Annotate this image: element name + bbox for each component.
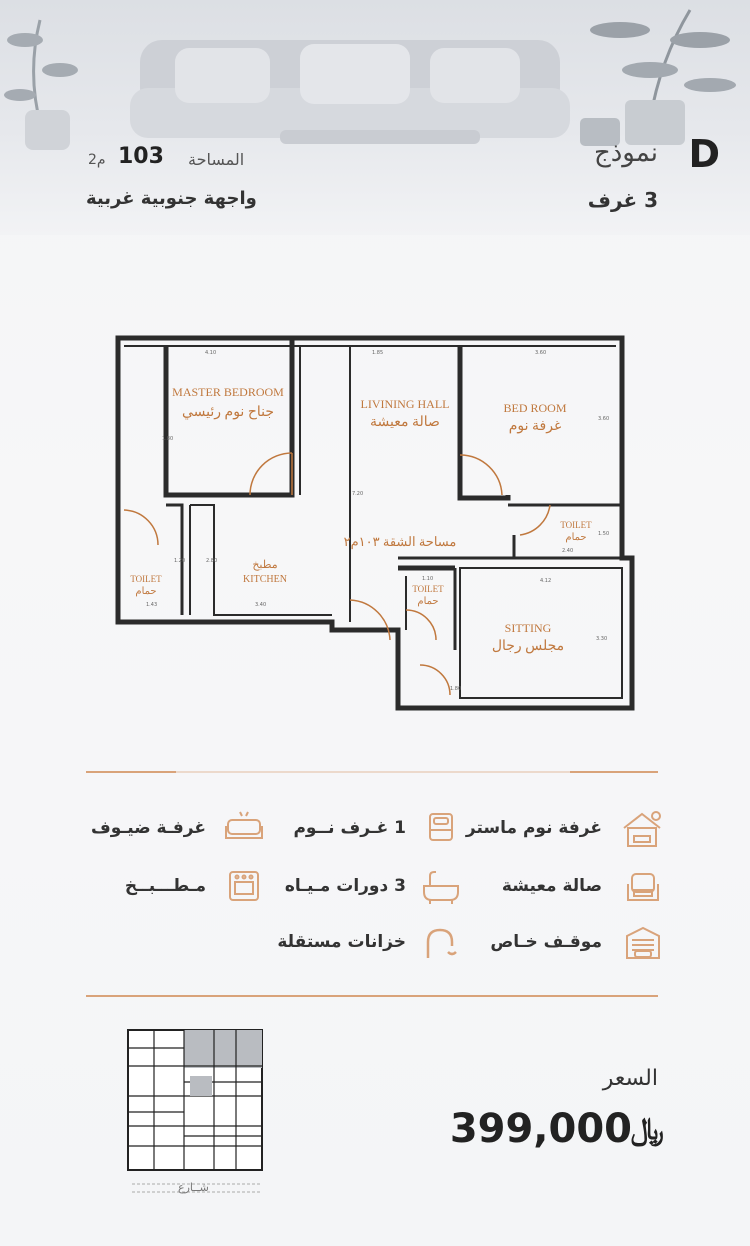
section-divider <box>176 771 570 773</box>
dim-label: 2.40 <box>562 548 574 554</box>
garage-icon <box>624 924 662 962</box>
dim-label: 1.50 <box>598 531 610 537</box>
room-label-toilet3-en: TOILET <box>412 584 444 594</box>
floor-plan <box>110 330 650 730</box>
dim-label: 3.60 <box>598 416 610 422</box>
area-label: المساحة <box>188 150 245 169</box>
feature-living-hall: صالة معيشة <box>501 876 602 896</box>
room-label-kitchen-ar: مطبخ <box>252 559 278 571</box>
site-plan-thumbnail <box>124 1026 266 1196</box>
room-label-toilet3-ar: حمام <box>417 596 439 607</box>
feature-bedrooms: 1 غـرف نــوم <box>293 818 406 838</box>
hero-banner <box>0 0 750 235</box>
bed-icon <box>424 810 458 844</box>
room-label-toilet1-en: TOILET <box>560 520 592 530</box>
feature-kitchen: مـطـــبــخ <box>124 876 206 896</box>
section-divider <box>570 771 658 773</box>
price-value: 399,000 <box>449 1106 632 1152</box>
room-label-living-ar: صالة معيشة <box>370 415 440 430</box>
dim-label: 2.80 <box>206 558 218 564</box>
master-bedroom-icon <box>620 808 664 848</box>
dim-label: 1.80 <box>162 436 174 442</box>
feature-master-bedroom: غرفة نوم ماستر <box>465 818 602 838</box>
room-label-toilet1-ar: حمام <box>565 532 587 543</box>
section-divider <box>86 995 658 997</box>
dim-label: 1.43 <box>146 602 158 608</box>
room-label-master-ar: جناح نوم رئيسي <box>181 405 275 420</box>
dim-label: 3.40 <box>255 602 267 608</box>
room-label-sitting-en: SITTING <box>504 621 552 635</box>
room-label-living-en: LIVINING HALL <box>360 397 450 411</box>
room-label-toilet2-en: TOILET <box>130 574 162 584</box>
bathtub-icon <box>420 868 462 906</box>
area-value: 103 <box>118 144 164 169</box>
street-label: شــارع <box>178 1181 209 1194</box>
room-label-sitting-ar: مجلس رجال <box>491 639 565 654</box>
room-label-master-en: MASTER BEDROOM <box>172 385 284 399</box>
dim-label: 4.10 <box>205 350 217 356</box>
sofa-icon <box>222 808 266 846</box>
dim-label: 1.80 <box>450 686 462 692</box>
currency-symbol: ﷼ <box>630 1112 664 1147</box>
dim-label: 4.12 <box>540 578 552 584</box>
room-label-bedroom-en: BED ROOM <box>503 401 567 415</box>
room-label-bedroom-ar: غرفة نوم <box>508 419 562 434</box>
dim-label: 1.85 <box>372 350 384 356</box>
feature-guest-room: غرفـة ضيـوف <box>91 818 206 838</box>
apartment-area-label: مساحة الشقة ١٠٣م٢ <box>343 534 457 549</box>
model-letter: D <box>688 132 720 176</box>
price-label: السعر <box>602 1066 658 1091</box>
dim-label: 3.30 <box>596 636 608 642</box>
area-unit: م2 <box>88 152 106 168</box>
dim-label: 7.20 <box>352 491 364 497</box>
model-label: نموذج <box>593 138 658 168</box>
dim-label: 1.20 <box>174 558 186 564</box>
feature-bathrooms: 3 دورات مـيـاه <box>284 876 406 896</box>
oven-icon <box>226 868 262 904</box>
room-label-toilet2-ar: حمام <box>135 586 157 597</box>
feature-private-parking: موقـف خـاص <box>490 932 602 952</box>
section-divider <box>86 771 176 773</box>
armchair-icon <box>624 868 662 906</box>
room-label-kitchen-en: KITCHEN <box>243 574 287 585</box>
feature-water-tanks: خزانات مستقلة <box>277 932 406 952</box>
dim-label: 1.10 <box>422 576 434 582</box>
facade-direction: واجهة جنوبية غربية <box>86 188 257 209</box>
rooms-count: 3 غرف <box>587 188 658 212</box>
dim-label: 3.60 <box>535 350 547 356</box>
water-tap-icon <box>422 924 458 962</box>
